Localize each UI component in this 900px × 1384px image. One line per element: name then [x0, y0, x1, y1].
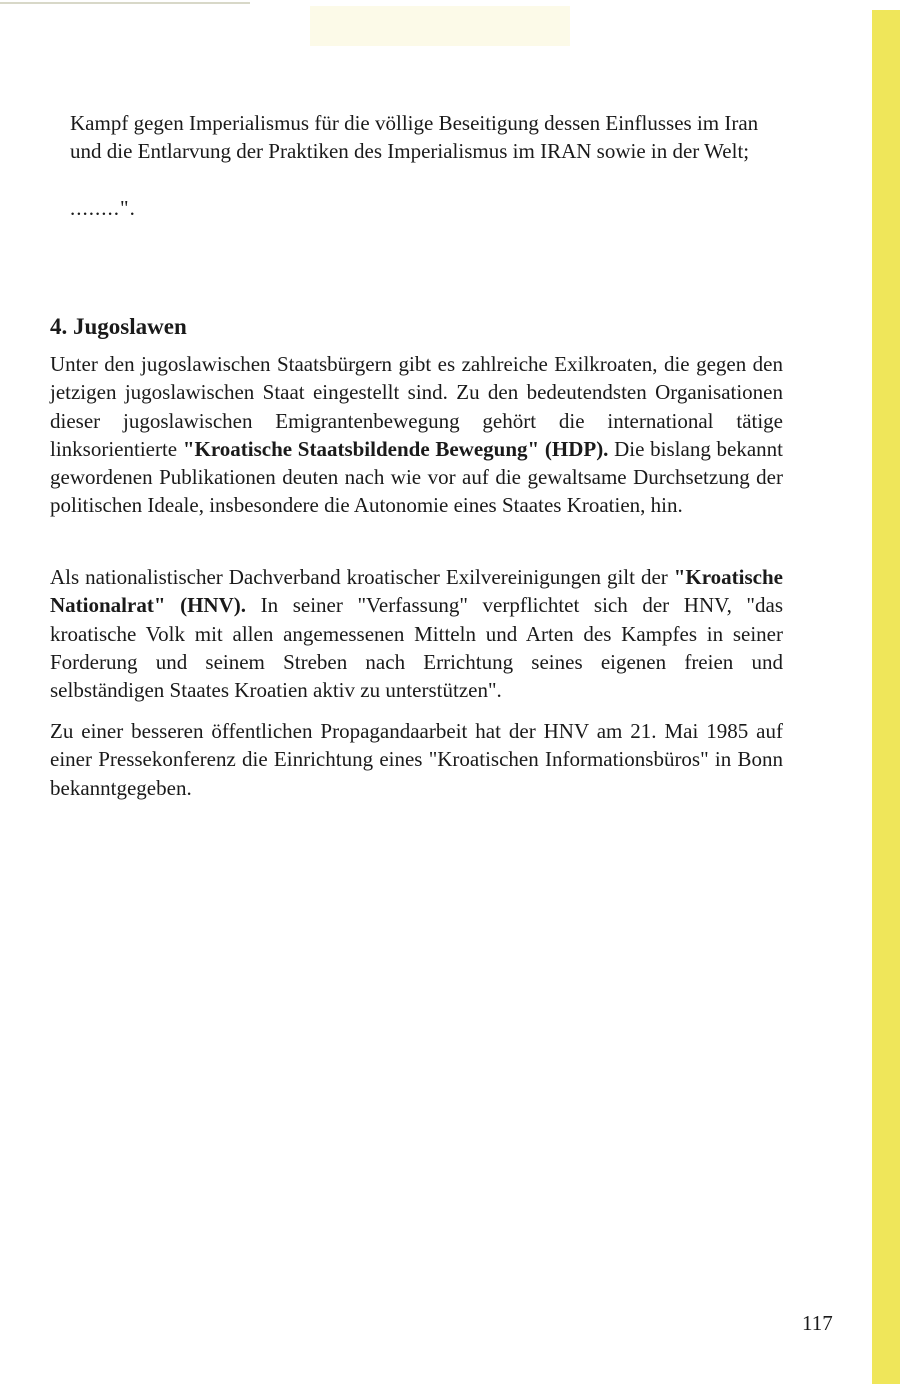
paragraph-hnv-text-1: Als nationalistischer Dachverband kroatischer Exilvereinigungen gilt der: [50, 565, 674, 589]
page-number: 117: [802, 1311, 833, 1335]
paragraph-hnv: [50, 563, 783, 704]
paragraph-hnv-text-2: In seiner "Verfassung" verpflichtet sich der HNV, "das kroatische Volk mit allen angemessenen Mitteln und Arten des Kampfes in seiner Forderung und seinem Streben nach Errichtung seines eigenen freien und selbständigen Staates Kroatien aktiv zu unterstützen".: [50, 593, 783, 703]
paragraph-info-office: Zu einer besseren öffentlichen Propagandaarbeit hat der HNV am 21. Mai 1985 auf einer Pressekonferenz die Einrichtung eines "Kroatischen Informationsbüros" in Bonn bekanntgegeben.: [50, 719, 783, 800]
paragraph-hdp-text-1: Unter den jugoslawischen Staatsbürgern gibt es zahlreiche Exilkroaten, die gegen den jetzigen jugoslawischen Staat eingestellt sind. Zu den bedeutendsten Organisationen dieser jugoslawischen Emigrantenbewegung gehört die international tätige linksorientierte: [50, 352, 783, 461]
scan-top-edge: [0, 2, 250, 4]
quote-ellipsis: ........".: [70, 196, 136, 220]
section-heading: 4. Jugoslawen: [50, 314, 187, 339]
organization-hnv: "Kroatische Nationalrat" (HNV).: [50, 565, 783, 618]
quote-continuation: Kampf gegen Imperialismus für die völlige Beseitigung dessen Einflusses im Iran und die Entlarvung der Praktiken des Imperialismus im IRAN sowie in der Welt;: [70, 111, 759, 163]
paragraph-hdp: [50, 350, 783, 520]
paragraph-hdp-text-2: Die bislang bekannt gewordenen Publikationen deuten nach wie vor auf die gewaltsame Durchsetzung der politischen Ideale, insbesondere die Autonomie eines Staates Kroatien, hin.: [50, 436, 783, 518]
yellow-margin-strip: [872, 10, 900, 1384]
organization-hdp: "Kroatische Staatsbildende Bewegung" (HDP).: [182, 436, 609, 461]
scan-stain: [310, 6, 570, 46]
